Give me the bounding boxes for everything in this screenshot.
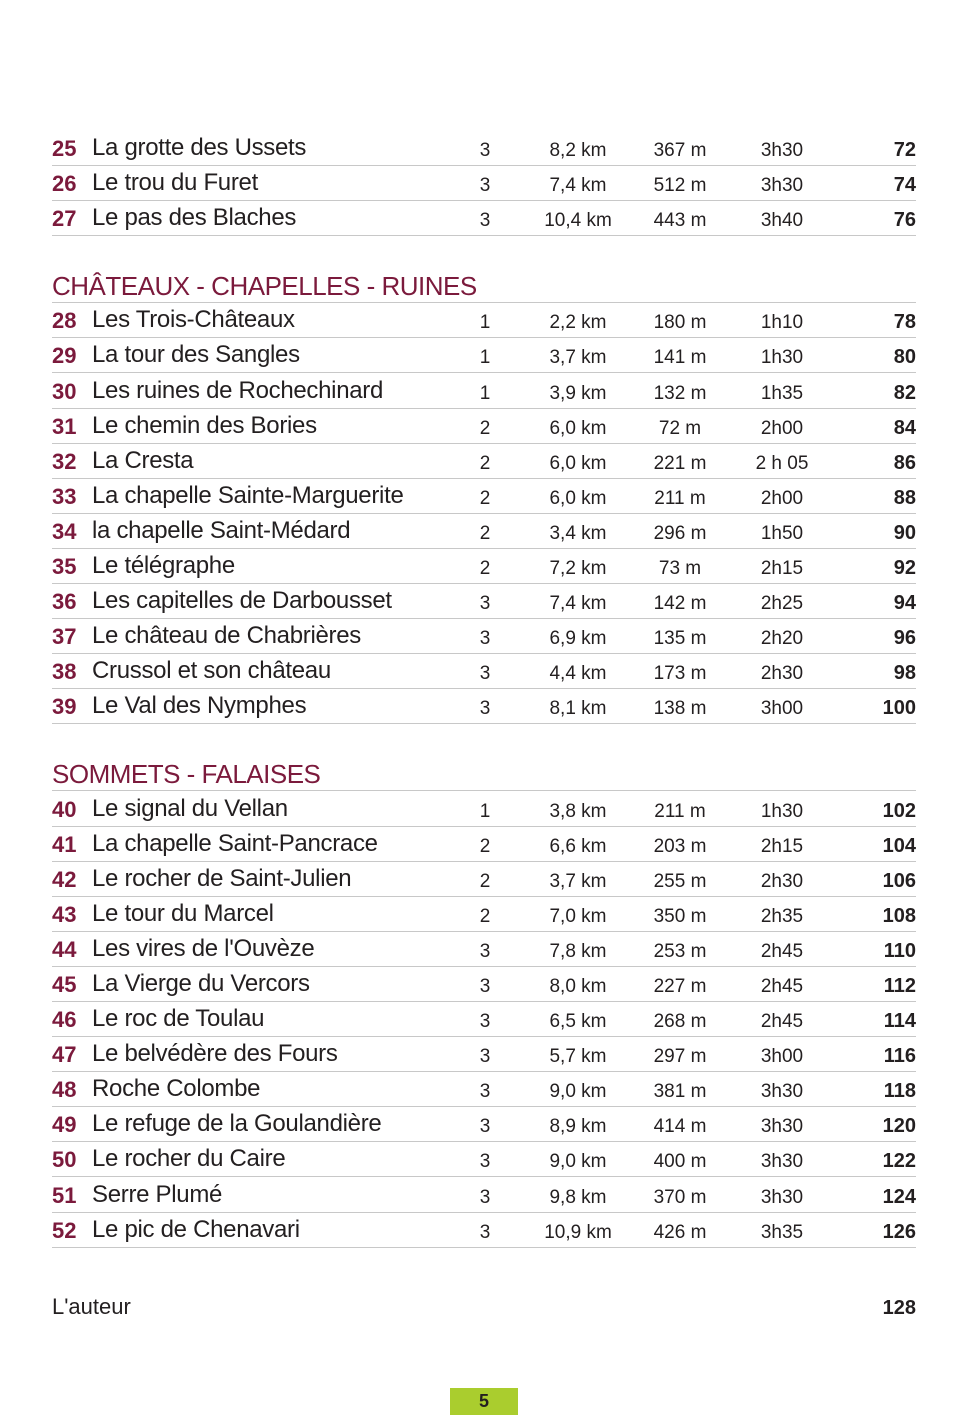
hike-number: 28	[52, 308, 77, 334]
difficulty-level: 3	[479, 940, 491, 962]
hike-name: Les ruines de Rochechinard	[92, 376, 384, 404]
difficulty-level: 1	[479, 347, 491, 369]
difficulty-level: 2	[479, 452, 491, 474]
duration: 3h00	[760, 698, 804, 720]
page-ref: 90	[893, 521, 916, 544]
hike-name: Les capitelles de Darbousset	[92, 587, 392, 615]
page-number: 5	[450, 1388, 518, 1415]
distance: 4,4 km	[549, 663, 607, 685]
page-ref: 114	[883, 1010, 916, 1033]
elevation-gain: 203 m	[653, 835, 707, 857]
elevation-gain: 268 m	[653, 1011, 707, 1033]
elevation-gain: 227 m	[653, 975, 707, 997]
page-ref: 88	[893, 486, 916, 509]
elevation-gain: 173 m	[653, 663, 707, 685]
difficulty-level: 3	[479, 1151, 491, 1173]
hike-number: 33	[52, 483, 77, 509]
distance: 7,4 km	[549, 175, 607, 197]
distance: 5,7 km	[549, 1046, 607, 1068]
difficulty-level: 3	[479, 1081, 491, 1103]
hike-number: 38	[52, 659, 77, 685]
toc-row[interactable]	[52, 338, 916, 373]
hike-name: Roche Colombe	[92, 1075, 261, 1103]
page-ref: 128	[882, 1296, 916, 1319]
duration: 1h50	[760, 522, 804, 544]
page-ref: 72	[893, 139, 916, 162]
elevation-gain: 370 m	[653, 1186, 707, 1208]
difficulty-level: 3	[479, 1011, 491, 1033]
distance: 6,9 km	[549, 628, 607, 650]
hike-name: La Cresta	[92, 446, 194, 474]
toc-row[interactable]	[52, 1177, 916, 1212]
page-ref: 100	[882, 697, 916, 720]
duration: 3h35	[760, 1221, 804, 1243]
page-ref: 92	[893, 557, 916, 580]
hike-name: La Vierge du Vercors	[92, 969, 310, 997]
distance: 8,2 km	[549, 140, 607, 162]
distance: 3,8 km	[549, 800, 607, 822]
hike-number: 46	[52, 1007, 77, 1033]
elevation-gain: 426 m	[653, 1221, 707, 1243]
toc-row[interactable]	[52, 549, 916, 584]
toc-row[interactable]	[52, 303, 916, 338]
elevation-gain: 180 m	[653, 312, 707, 334]
author-label: L'auteur	[52, 1293, 131, 1319]
duration: 3h30	[760, 1116, 804, 1138]
section-heading	[52, 751, 916, 791]
elevation-gain: 381 m	[653, 1081, 707, 1103]
duration: 2h35	[760, 905, 804, 927]
hike-name: Serre Plumé	[92, 1180, 223, 1208]
distance: 8,0 km	[549, 975, 607, 997]
hike-number: 29	[52, 343, 77, 369]
elevation-gain: 142 m	[653, 593, 707, 615]
elevation-gain: 512 m	[653, 175, 707, 197]
section-heading	[52, 263, 916, 303]
duration: 3h40	[760, 210, 804, 232]
hike-name: Crussol et son château	[92, 657, 331, 685]
hike-name: Le chemin des Bories	[92, 411, 317, 439]
difficulty-level: 3	[479, 593, 491, 615]
elevation-gain: 297 m	[653, 1046, 707, 1068]
duration: 3h30	[760, 1151, 804, 1173]
elevation-gain: 255 m	[653, 870, 707, 892]
distance: 7,2 km	[549, 558, 607, 580]
hike-name: Les vires de l'Ouvèze	[92, 934, 315, 962]
difficulty-level: 3	[479, 628, 491, 650]
hike-name: Les Trois-Châteaux	[92, 306, 295, 334]
elevation-gain: 367 m	[653, 140, 707, 162]
duration: 1h35	[760, 382, 804, 404]
difficulty-level: 1	[479, 382, 491, 404]
hike-name: Le télégraphe	[92, 552, 235, 580]
hike-name: La tour des Sangles	[92, 341, 300, 369]
hike-name: la chapelle Saint-Médard	[92, 516, 351, 544]
page-ref: 102	[882, 799, 916, 822]
difficulty-level: 2	[479, 522, 491, 544]
difficulty-level: 3	[479, 698, 491, 720]
toc-row[interactable]	[52, 584, 916, 619]
hike-number: 45	[52, 971, 77, 997]
duration: 2 h 05	[755, 452, 809, 474]
difficulty-level: 3	[479, 1116, 491, 1138]
difficulty-level: 3	[479, 663, 491, 685]
hike-number: 41	[52, 831, 77, 857]
page-ref: 110	[883, 939, 916, 962]
distance: 6,0 km	[549, 417, 607, 439]
difficulty-level: 2	[479, 417, 491, 439]
toc-row[interactable]	[52, 444, 916, 479]
distance: 3,9 km	[549, 382, 607, 404]
duration: 2h30	[760, 663, 804, 685]
difficulty-level: 2	[479, 870, 491, 892]
hike-name: Le roc de Toulau	[92, 1005, 265, 1033]
toc-row[interactable]	[52, 479, 916, 514]
distance: 6,0 km	[549, 487, 607, 509]
hike-name: La chapelle Saint-Pancrace	[92, 829, 378, 857]
toc-row[interactable]	[52, 654, 916, 689]
toc-row[interactable]	[52, 619, 916, 654]
page-ref: 112	[883, 974, 916, 997]
elevation-gain: 141 m	[653, 347, 707, 369]
hike-number: 39	[52, 694, 77, 720]
hike-name: La chapelle Sainte-Marguerite	[92, 481, 404, 509]
toc-row[interactable]	[52, 514, 916, 549]
hike-name: Le rocher de Saint-Julien	[92, 864, 352, 892]
section-title: CHÂTEAUX - CHAPELLES - RUINES	[52, 271, 477, 302]
hike-number: 48	[52, 1077, 77, 1103]
hike-name: Le tour du Marcel	[92, 899, 274, 927]
elevation-gain: 443 m	[653, 210, 707, 232]
difficulty-level: 2	[479, 905, 491, 927]
toc-row[interactable]	[52, 1037, 916, 1072]
page-ref: 118	[883, 1080, 916, 1103]
toc-row[interactable]	[52, 862, 916, 897]
elevation-gain: 72 m	[658, 417, 702, 439]
distance: 8,9 km	[549, 1116, 607, 1138]
difficulty-level: 1	[479, 800, 491, 822]
distance: 6,6 km	[549, 835, 607, 857]
page-ref: 106	[882, 869, 916, 892]
distance: 7,8 km	[549, 940, 607, 962]
distance: 2,2 km	[549, 312, 607, 334]
page-ref: 116	[883, 1045, 916, 1068]
hike-number: 40	[52, 796, 77, 822]
elevation-gain: 73 m	[658, 558, 702, 580]
difficulty-level: 3	[479, 1046, 491, 1068]
duration: 3h30	[760, 1081, 804, 1103]
elevation-gain: 414 m	[653, 1116, 707, 1138]
duration: 1h10	[760, 312, 804, 334]
toc-row[interactable]	[52, 201, 916, 236]
hike-number: 31	[52, 413, 77, 439]
difficulty-level: 3	[479, 175, 491, 197]
toc-row[interactable]	[52, 1107, 916, 1142]
page-ref: 80	[893, 346, 916, 369]
distance: 7,4 km	[549, 593, 607, 615]
hike-number: 51	[52, 1182, 77, 1208]
duration: 2h00	[760, 487, 804, 509]
duration: 1h30	[760, 347, 804, 369]
hike-number: 34	[52, 518, 77, 544]
hike-name: Le signal du Vellan	[92, 794, 288, 822]
page-ref: 120	[882, 1115, 916, 1138]
duration: 2h15	[760, 835, 804, 857]
hike-number: 25	[52, 136, 77, 162]
duration: 3h00	[760, 1046, 804, 1068]
elevation-gain: 138 m	[653, 698, 707, 720]
toc-row[interactable]	[52, 689, 916, 724]
page-ref: 96	[893, 627, 916, 650]
distance: 10,9 km	[544, 1221, 612, 1243]
table-of-contents	[52, 131, 916, 1318]
hike-name: Le belvédère des Fours	[92, 1040, 338, 1068]
duration: 2h20	[760, 628, 804, 650]
difficulty-level: 2	[479, 487, 491, 509]
difficulty-level: 3	[479, 140, 491, 162]
distance: 7,0 km	[549, 905, 607, 927]
hike-number: 52	[52, 1217, 77, 1243]
page-ref: 124	[882, 1185, 916, 1208]
page-ref: 126	[882, 1220, 916, 1243]
distance: 9,0 km	[549, 1081, 607, 1103]
hike-number: 43	[52, 901, 77, 927]
toc-row[interactable]	[52, 373, 916, 408]
hike-number: 37	[52, 624, 77, 650]
hike-number: 44	[52, 936, 77, 962]
difficulty-level: 2	[479, 558, 491, 580]
toc-row[interactable]	[52, 409, 916, 444]
page-ref: 74	[893, 174, 916, 197]
toc-row[interactable]	[52, 166, 916, 201]
hike-number: 47	[52, 1042, 77, 1068]
difficulty-level: 2	[479, 835, 491, 857]
toc-row[interactable]	[52, 827, 916, 862]
hike-name: Le rocher du Caire	[92, 1145, 286, 1173]
duration: 2h45	[760, 940, 804, 962]
hike-name: Le pic de Chenavari	[92, 1215, 300, 1243]
duration: 2h45	[760, 975, 804, 997]
toc-row[interactable]	[52, 967, 916, 1002]
hike-number: 30	[52, 378, 77, 404]
distance: 6,5 km	[549, 1011, 607, 1033]
difficulty-level: 3	[479, 210, 491, 232]
elevation-gain: 350 m	[653, 905, 707, 927]
hike-name: Le château de Chabrières	[92, 622, 361, 650]
hike-name: La grotte des Ussets	[92, 134, 307, 162]
toc-row[interactable]	[52, 131, 916, 166]
section-title: SOMMETS - FALAISES	[52, 759, 321, 790]
difficulty-level: 1	[479, 312, 491, 334]
duration: 3h30	[760, 140, 804, 162]
duration: 2h45	[760, 1011, 804, 1033]
hike-number: 42	[52, 866, 77, 892]
hike-number: 50	[52, 1147, 77, 1173]
distance: 8,1 km	[549, 698, 607, 720]
elevation-gain: 211 m	[654, 800, 706, 822]
page-ref: 104	[882, 834, 916, 857]
toc-row[interactable]	[52, 1002, 916, 1037]
distance: 3,7 km	[549, 347, 607, 369]
duration: 3h30	[760, 175, 804, 197]
duration: 1h30	[760, 800, 804, 822]
elevation-gain: 132 m	[653, 382, 707, 404]
hike-number: 36	[52, 589, 77, 615]
toc-row[interactable]	[52, 1213, 916, 1248]
duration: 2h30	[760, 870, 804, 892]
page-ref: 94	[893, 592, 916, 615]
difficulty-level: 3	[479, 1186, 491, 1208]
duration: 2h00	[760, 417, 804, 439]
hike-number: 32	[52, 448, 77, 474]
distance: 10,4 km	[544, 210, 612, 232]
elevation-gain: 135 m	[653, 628, 707, 650]
toc-row-author[interactable]	[52, 1288, 916, 1318]
elevation-gain: 221 m	[653, 452, 707, 474]
hike-name: Le Val des Nymphes	[92, 692, 307, 720]
toc-row[interactable]	[52, 932, 916, 967]
page-ref: 82	[893, 381, 916, 404]
distance: 9,8 km	[549, 1186, 607, 1208]
duration: 3h30	[760, 1186, 804, 1208]
hike-number: 49	[52, 1112, 77, 1138]
duration: 2h25	[760, 593, 804, 615]
distance: 6,0 km	[549, 452, 607, 474]
toc-row[interactable]	[52, 1072, 916, 1107]
difficulty-level: 3	[479, 1221, 491, 1243]
hike-number: 35	[52, 554, 77, 580]
difficulty-level: 3	[479, 975, 491, 997]
elevation-gain: 400 m	[653, 1151, 707, 1173]
hike-name: Le trou du Furet	[92, 169, 258, 197]
toc-row[interactable]	[52, 897, 916, 932]
hike-name: Le pas des Blaches	[92, 204, 297, 232]
toc-row[interactable]	[52, 791, 916, 826]
page-ref: 86	[893, 451, 916, 474]
duration: 2h15	[760, 558, 804, 580]
hike-number: 27	[52, 206, 77, 232]
page-ref: 78	[893, 311, 916, 334]
hike-number: 26	[52, 171, 77, 197]
page-ref: 122	[882, 1150, 916, 1173]
elevation-gain: 253 m	[653, 940, 707, 962]
page-ref: 76	[893, 209, 916, 232]
elevation-gain: 296 m	[653, 522, 707, 544]
toc-row[interactable]	[52, 1142, 916, 1177]
hike-name: Le refuge de la Goulandière	[92, 1110, 382, 1138]
page-ref: 98	[893, 662, 916, 685]
distance: 3,4 km	[549, 522, 607, 544]
page-ref: 84	[893, 416, 916, 439]
page-ref: 108	[882, 904, 916, 927]
distance: 9,0 km	[549, 1151, 607, 1173]
elevation-gain: 211 m	[654, 487, 706, 509]
distance: 3,7 km	[549, 870, 607, 892]
